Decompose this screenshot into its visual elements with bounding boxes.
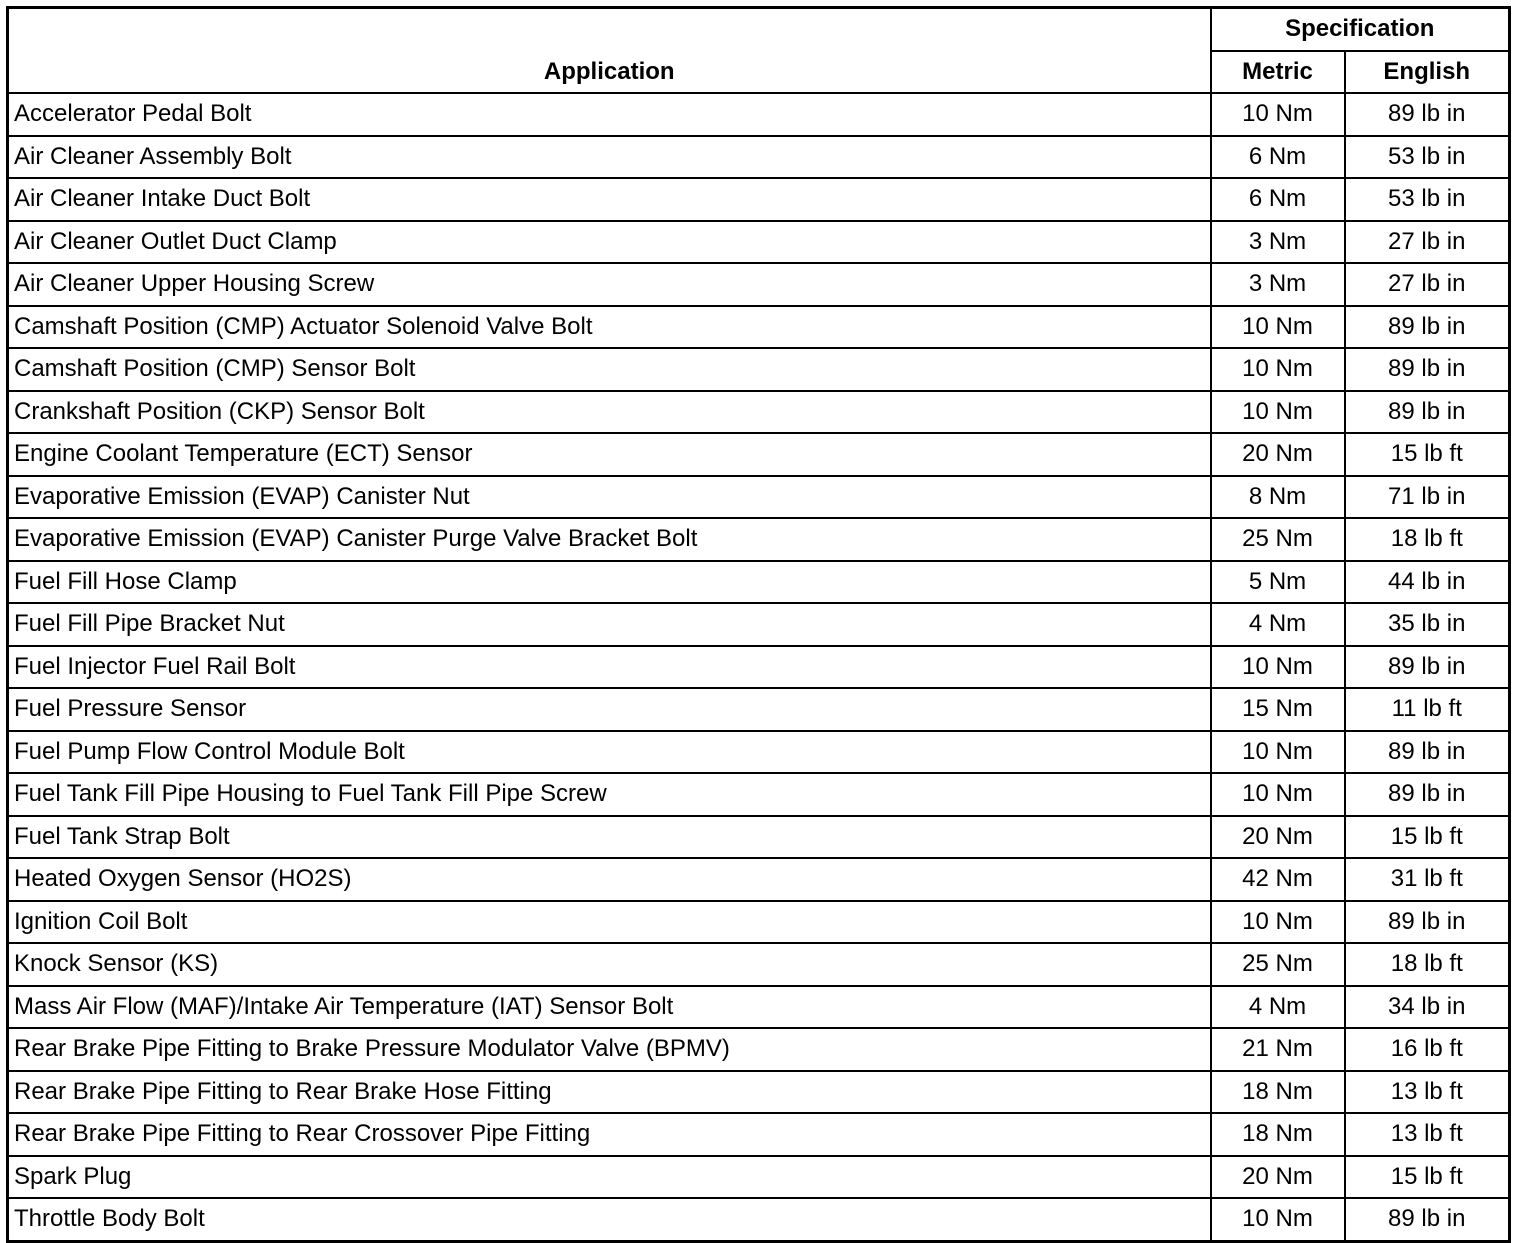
table-row <box>8 561 1510 604</box>
metric-value-cell: 10 Nm <box>1211 348 1345 391</box>
header-row-top <box>8 8 1510 51</box>
application-cell: Fuel Fill Hose Clamp <box>8 561 1211 604</box>
metric-value-cell: 10 Nm <box>1211 646 1345 689</box>
english-value-cell: 53 lb in <box>1345 178 1510 221</box>
metric-value-cell: 20 Nm <box>1211 433 1345 476</box>
table-row <box>8 986 1510 1029</box>
english-value-cell: 89 lb in <box>1345 1198 1510 1241</box>
table-row <box>8 136 1510 179</box>
english-value-cell: 18 lb ft <box>1345 943 1510 986</box>
english-value-cell: 71 lb in <box>1345 476 1510 519</box>
table-row <box>8 1156 1510 1199</box>
application-cell: Spark Plug <box>8 1156 1211 1199</box>
metric-value-cell: 10 Nm <box>1211 306 1345 349</box>
english-value-cell: 89 lb in <box>1345 773 1510 816</box>
english-value-cell: 13 lb ft <box>1345 1071 1510 1114</box>
english-value-cell: 89 lb in <box>1345 731 1510 774</box>
english-value-cell: 89 lb in <box>1345 306 1510 349</box>
metric-value-cell: 8 Nm <box>1211 476 1345 519</box>
english-value-cell: 27 lb in <box>1345 221 1510 264</box>
application-cell: Evaporative Emission (EVAP) Canister Purge Valve Bracket Bolt <box>8 518 1211 561</box>
application-cell: Knock Sensor (KS) <box>8 943 1211 986</box>
english-value-cell: 13 lb ft <box>1345 1113 1510 1156</box>
table-row <box>8 518 1510 561</box>
metric-value-cell: 18 Nm <box>1211 1071 1345 1114</box>
application-cell: Rear Brake Pipe Fitting to Rear Brake Hose Fitting <box>8 1071 1211 1114</box>
english-value-cell: 89 lb in <box>1345 646 1510 689</box>
metric-value-cell: 4 Nm <box>1211 603 1345 646</box>
english-value-cell: 18 lb ft <box>1345 518 1510 561</box>
application-cell: Heated Oxygen Sensor (HO2S) <box>8 858 1211 901</box>
metric-value-cell: 18 Nm <box>1211 1113 1345 1156</box>
table-row <box>8 1028 1510 1071</box>
english-value-cell: 31 lb ft <box>1345 858 1510 901</box>
table-row <box>8 93 1510 136</box>
application-cell: Camshaft Position (CMP) Sensor Bolt <box>8 348 1211 391</box>
application-cell: Air Cleaner Outlet Duct Clamp <box>8 221 1211 264</box>
table-row <box>8 943 1510 986</box>
specification-header: Specification <box>1211 8 1510 51</box>
english-value-cell: 11 lb ft <box>1345 688 1510 731</box>
table-row <box>8 476 1510 519</box>
application-cell: Fuel Fill Pipe Bracket Nut <box>8 603 1211 646</box>
application-cell: Crankshaft Position (CKP) Sensor Bolt <box>8 391 1211 434</box>
fastener-specification-table <box>6 6 1511 1243</box>
application-cell: Fuel Pressure Sensor <box>8 688 1211 731</box>
application-cell: Rear Brake Pipe Fitting to Rear Crossover Pipe Fitting <box>8 1113 1211 1156</box>
english-value-cell: 27 lb in <box>1345 263 1510 306</box>
table-row <box>8 178 1510 221</box>
metric-value-cell: 10 Nm <box>1211 731 1345 774</box>
table-row <box>8 816 1510 859</box>
table-row <box>8 221 1510 264</box>
table-row <box>8 306 1510 349</box>
english-value-cell: 53 lb in <box>1345 136 1510 179</box>
application-cell: Throttle Body Bolt <box>8 1198 1211 1241</box>
table-row <box>8 1198 1510 1241</box>
english-value-cell: 15 lb ft <box>1345 816 1510 859</box>
application-cell: Engine Coolant Temperature (ECT) Sensor <box>8 433 1211 476</box>
application-cell: Fuel Injector Fuel Rail Bolt <box>8 646 1211 689</box>
table-row <box>8 688 1510 731</box>
english-value-cell: 34 lb in <box>1345 986 1510 1029</box>
metric-value-cell: 3 Nm <box>1211 221 1345 264</box>
metric-value-cell: 25 Nm <box>1211 943 1345 986</box>
table-row <box>8 263 1510 306</box>
application-cell: Camshaft Position (CMP) Actuator Solenoid Valve Bolt <box>8 306 1211 349</box>
table-row <box>8 1113 1510 1156</box>
application-cell: Air Cleaner Upper Housing Screw <box>8 263 1211 306</box>
application-cell: Rear Brake Pipe Fitting to Brake Pressure Modulator Valve (BPMV) <box>8 1028 1211 1071</box>
english-value-cell: 89 lb in <box>1345 901 1510 944</box>
metric-value-cell: 15 Nm <box>1211 688 1345 731</box>
table-row <box>8 391 1510 434</box>
application-cell: Mass Air Flow (MAF)/Intake Air Temperature (IAT) Sensor Bolt <box>8 986 1211 1029</box>
english-value-cell: 44 lb in <box>1345 561 1510 604</box>
metric-value-cell: 21 Nm <box>1211 1028 1345 1071</box>
metric-header: Metric <box>1211 51 1345 94</box>
application-cell: Fuel Tank Fill Pipe Housing to Fuel Tank Fill Pipe Screw <box>8 773 1211 816</box>
metric-value-cell: 20 Nm <box>1211 1156 1345 1199</box>
table-row <box>8 646 1510 689</box>
metric-value-cell: 25 Nm <box>1211 518 1345 561</box>
application-cell: Ignition Coil Bolt <box>8 901 1211 944</box>
application-cell: Fuel Tank Strap Bolt <box>8 816 1211 859</box>
metric-value-cell: 10 Nm <box>1211 1198 1345 1241</box>
english-value-cell: 89 lb in <box>1345 391 1510 434</box>
metric-value-cell: 3 Nm <box>1211 263 1345 306</box>
table-row <box>8 1071 1510 1114</box>
metric-value-cell: 6 Nm <box>1211 136 1345 179</box>
table-row <box>8 858 1510 901</box>
metric-value-cell: 10 Nm <box>1211 391 1345 434</box>
table-row <box>8 901 1510 944</box>
application-cell: Accelerator Pedal Bolt <box>8 93 1211 136</box>
metric-value-cell: 20 Nm <box>1211 816 1345 859</box>
metric-value-cell: 10 Nm <box>1211 773 1345 816</box>
english-value-cell: 89 lb in <box>1345 93 1510 136</box>
table-row <box>8 433 1510 476</box>
application-cell: Air Cleaner Intake Duct Bolt <box>8 178 1211 221</box>
table-row <box>8 348 1510 391</box>
english-value-cell: 16 lb ft <box>1345 1028 1510 1071</box>
metric-value-cell: 10 Nm <box>1211 901 1345 944</box>
table-body <box>8 93 1510 1241</box>
table-row <box>8 603 1510 646</box>
english-header: English <box>1345 51 1510 94</box>
application-cell: Evaporative Emission (EVAP) Canister Nut <box>8 476 1211 519</box>
table-row <box>8 731 1510 774</box>
table-row <box>8 773 1510 816</box>
english-value-cell: 35 lb in <box>1345 603 1510 646</box>
english-value-cell: 15 lb ft <box>1345 1156 1510 1199</box>
english-value-cell: 89 lb in <box>1345 348 1510 391</box>
metric-value-cell: 10 Nm <box>1211 93 1345 136</box>
application-header: Application <box>8 8 1211 94</box>
metric-value-cell: 4 Nm <box>1211 986 1345 1029</box>
application-cell: Fuel Pump Flow Control Module Bolt <box>8 731 1211 774</box>
metric-value-cell: 6 Nm <box>1211 178 1345 221</box>
application-cell: Air Cleaner Assembly Bolt <box>8 136 1211 179</box>
metric-value-cell: 5 Nm <box>1211 561 1345 604</box>
metric-value-cell: 42 Nm <box>1211 858 1345 901</box>
english-value-cell: 15 lb ft <box>1345 433 1510 476</box>
